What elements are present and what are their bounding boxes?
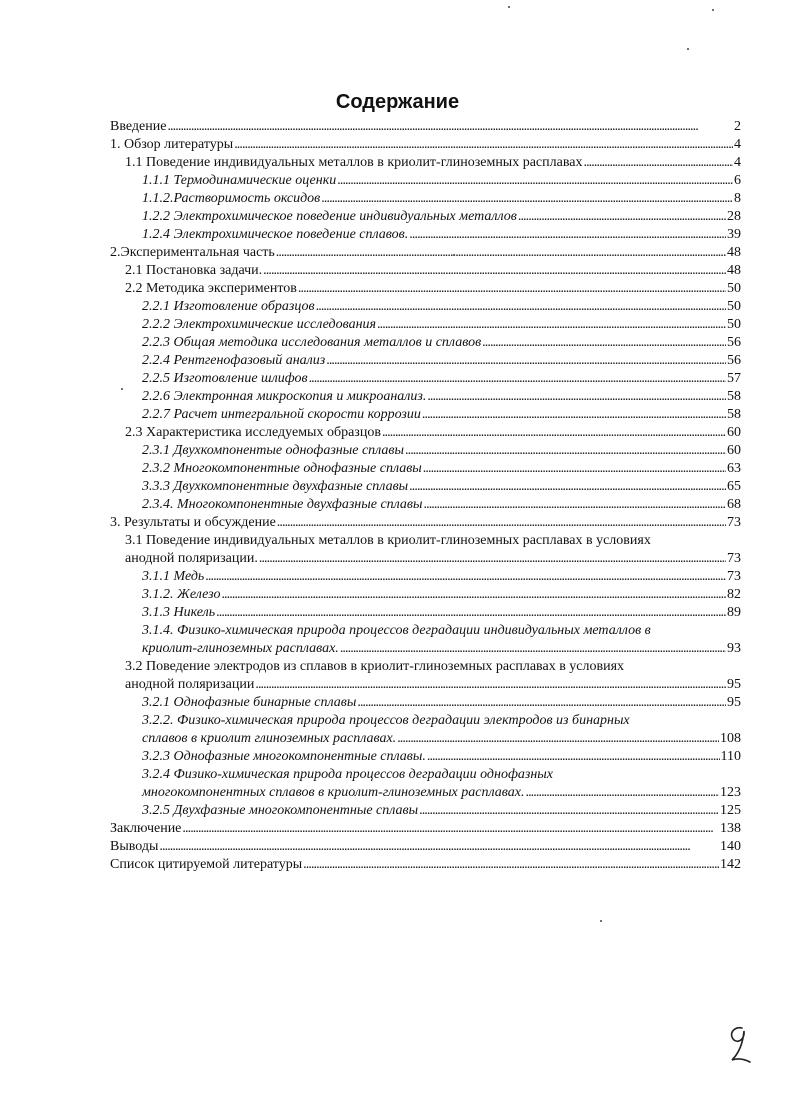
toc-page-number: 57	[727, 371, 741, 386]
toc-page-number: 48	[727, 245, 741, 260]
toc-page-number: 63	[727, 461, 741, 476]
toc-entry	[110, 712, 741, 748]
toc-page-number: 50	[727, 281, 741, 296]
toc-entry-title: 3.2.2. Физико-химическая природа процессов деградации электродов из бинарных	[142, 713, 630, 728]
toc-page-number: 108	[720, 731, 741, 746]
toc-page-number: 28	[727, 209, 741, 224]
toc-page-number: 65	[727, 479, 741, 494]
toc-page-number: 48	[727, 263, 741, 278]
toc-entry-title: Введение	[110, 119, 167, 134]
dot-leader	[255, 676, 726, 694]
dot-leader	[422, 406, 726, 424]
toc-page-number: 95	[727, 695, 741, 710]
dot-leader	[482, 334, 726, 352]
toc-entry-title: 1.1.2.Растворимость оксидов	[142, 191, 321, 206]
toc-page-number: 39	[727, 227, 741, 242]
toc-entry-title: 2.3 Характеристика исследуемых образцов	[125, 425, 381, 440]
dot-leader	[321, 190, 733, 208]
dot-leader	[583, 154, 733, 172]
toc-entry	[110, 370, 741, 388]
toc-page-number: 123	[720, 785, 741, 800]
toc-page-number: 142	[720, 857, 741, 872]
toc-entry-title: 1.1 Поведение индивидуальных металлов в криолит-глиноземных расплавах	[125, 155, 583, 170]
toc-page-number: 140	[720, 839, 741, 854]
toc-entry	[110, 622, 741, 658]
toc-entry-title: 2.3.4. Многокомпонентные двухфазные сплавы	[142, 497, 423, 512]
toc-entry	[110, 172, 741, 190]
toc-page-number: 73	[727, 515, 741, 530]
toc-entry-title: 1.2.2 Электрохимическое поведение индивидуальных металлов	[142, 209, 517, 224]
toc-entry-title-continued: анодной поляризации	[125, 677, 255, 692]
toc-entry-title: 2.2.7 Расчет интегральной скорости коррозии	[142, 407, 421, 422]
dot-leader	[409, 478, 726, 496]
dot-leader	[221, 586, 726, 604]
scan-speck	[508, 6, 510, 8]
toc-page-number: 56	[727, 335, 741, 350]
toc-entry	[110, 424, 741, 442]
toc-entry-title: 3.1.2. Железо	[142, 587, 221, 602]
toc-entry	[110, 748, 741, 766]
scan-speck	[453, 254, 455, 256]
scan-speck	[121, 388, 123, 390]
dot-leader	[309, 370, 726, 388]
toc-entry-title: 3.2.4 Физико-химическая природа процессов деградации однофазных	[142, 767, 554, 782]
toc-entry-title: 2.2.5 Изготовление шлифов	[142, 371, 308, 386]
dot-leader	[159, 838, 719, 856]
toc-entry-title: 3.2.3 Однофазные многокомпонентные сплавы.	[142, 749, 426, 764]
toc-entry-title: 1.1.1 Термодинамические оценки	[142, 173, 337, 188]
dot-leader	[276, 244, 726, 262]
toc-entry-title-continued: многокомпонентных сплавов в криолит-глиноземных расплавах.	[142, 785, 525, 800]
toc-entry-title: Заключение	[110, 821, 182, 836]
toc-entry-title: 3.1.4. Физико-химическая природа процессов деградации индивидуальных металлов в	[142, 623, 651, 638]
toc-entry	[110, 658, 741, 694]
toc-page-number: 8	[734, 191, 741, 206]
toc-page-number: 58	[727, 407, 741, 422]
toc-entry	[110, 568, 741, 586]
toc-entry	[110, 280, 741, 298]
toc-entry-title: 2.1 Постановка задачи.	[125, 263, 263, 278]
toc-entry	[110, 118, 741, 136]
toc-entry	[110, 352, 741, 370]
toc-entry-title-continued: криолит-глиноземных расплавах.	[142, 641, 339, 656]
toc-page-number: 93	[727, 641, 741, 656]
dot-leader	[518, 208, 726, 226]
scan-speck	[687, 48, 689, 50]
dot-leader	[377, 316, 726, 334]
toc-page-number: 56	[727, 353, 741, 368]
toc-entry-title: 3.3.3 Двухкомпонентные двухфазные сплавы	[142, 479, 409, 494]
toc-entry	[110, 388, 741, 406]
dot-leader	[298, 280, 726, 298]
dot-leader	[427, 748, 720, 766]
toc-entry	[110, 694, 741, 712]
dot-leader	[405, 442, 726, 460]
toc-entry	[110, 334, 741, 352]
toc-page-number: 60	[727, 425, 741, 440]
toc-entry	[110, 460, 741, 478]
dot-leader	[419, 802, 719, 820]
dot-leader	[277, 514, 726, 532]
toc-entry	[110, 856, 741, 874]
toc-entry	[110, 514, 741, 532]
toc-entry-title: 2.3.2 Многокомпонентные однофазные сплавы	[142, 461, 422, 476]
dot-leader	[337, 172, 733, 190]
dot-leader	[303, 856, 719, 874]
toc-entry-title: 3.2 Поведение электродов из сплавов в криолит-глиноземных расплавах в условиях	[125, 659, 625, 674]
toc-entry	[110, 820, 741, 838]
scan-speck	[600, 920, 602, 922]
toc-entry	[110, 136, 741, 154]
toc-entry-title: 3.2.5 Двухфазные многокомпонентные сплавы	[142, 803, 419, 818]
table-of-contents	[110, 118, 741, 874]
toc-entry-title: 2.2.4 Рентгенофазовый анализ	[142, 353, 326, 368]
toc-entry-title: 3.1.1 Медь	[142, 569, 205, 584]
toc-entry	[110, 766, 741, 802]
dot-leader	[424, 496, 727, 514]
toc-entry-title: 2.3.1 Двухкомпонентые однофазные сплавы	[142, 443, 404, 458]
toc-entry-title: 3. Результаты и обсуждение	[110, 515, 276, 530]
toc-entry-title: 2.2.1 Изготовление образцов	[142, 299, 315, 314]
toc-entry-title: 2.2 Методика экспериментов	[125, 281, 297, 296]
toc-entry	[110, 802, 741, 820]
toc-page-number: 82	[727, 587, 741, 602]
toc-entry-title: 2.2.2 Электрохимические исследования	[142, 317, 377, 332]
dot-leader	[234, 136, 733, 154]
toc-page-number: 60	[727, 443, 741, 458]
toc-entry	[110, 442, 741, 460]
toc-entry-title: 3.2.1 Однофазные бинарные сплавы	[142, 695, 357, 710]
toc-entry-title: 1.2.4 Электрохимическое поведение сплавов.	[142, 227, 409, 242]
toc-page-number: 125	[720, 803, 741, 818]
toc-entry	[110, 190, 741, 208]
toc-entry	[110, 604, 741, 622]
toc-entry-title-continued: сплавов в криолит глиноземных расплавах.	[142, 731, 397, 746]
toc-entry-title: 2.2.6 Электронная микроскопия и микроанализ.	[142, 389, 427, 404]
toc-entry	[110, 208, 741, 226]
toc-page-number: 68	[727, 497, 741, 512]
toc-entry-title: 3.1 Поведение индивидуальных металлов в криолит-глиноземных расплавах в условиях	[125, 533, 651, 548]
dot-leader	[357, 694, 726, 712]
toc-page-number: 6	[734, 173, 741, 188]
dot-leader	[397, 730, 719, 748]
toc-entry-title-continued: анодной поляризации.	[125, 551, 258, 566]
toc-page-number: 89	[727, 605, 741, 620]
toc-entry	[110, 586, 741, 604]
toc-entry	[110, 244, 741, 262]
toc-entry	[110, 154, 741, 172]
page-title: Содержание	[335, 91, 460, 113]
dot-leader	[167, 118, 733, 136]
toc-page-number: 110	[720, 749, 741, 764]
toc-entry-title: Список цитируемой литературы	[110, 857, 303, 872]
dot-leader	[316, 298, 726, 316]
toc-page-number: 2	[734, 119, 741, 134]
toc-entry	[110, 316, 741, 334]
dot-leader	[409, 226, 726, 244]
toc-page-number: 73	[727, 551, 741, 566]
toc-page-number: 58	[727, 389, 741, 404]
toc-entry	[110, 298, 741, 316]
toc-entry	[110, 532, 741, 568]
toc-entry	[110, 838, 741, 856]
dot-leader	[205, 568, 726, 586]
dot-leader	[263, 262, 726, 280]
toc-entry	[110, 496, 741, 514]
toc-entry	[110, 406, 741, 424]
dot-leader	[182, 820, 719, 838]
dot-leader	[525, 784, 719, 802]
toc-page-number: 4	[734, 137, 741, 152]
dot-leader	[427, 388, 726, 406]
toc-page-number: 138	[720, 821, 741, 836]
dot-leader	[259, 550, 726, 568]
toc-entry-title: 2.Экспериментальная часть	[110, 245, 275, 260]
toc-page-number: 50	[727, 317, 741, 332]
dot-leader	[423, 460, 726, 478]
scan-speck	[712, 9, 714, 11]
handwritten-page-number	[720, 1022, 760, 1066]
dot-leader	[326, 352, 726, 370]
toc-entry-title: 1. Обзор литературы	[110, 137, 234, 152]
dot-leader	[382, 424, 726, 442]
toc-page-number: 95	[727, 677, 741, 692]
toc-page-number: 73	[727, 569, 741, 584]
dot-leader	[340, 640, 726, 658]
dot-leader	[216, 604, 726, 622]
toc-page-number: 50	[727, 299, 741, 314]
toc-entry	[110, 478, 741, 496]
toc-entry	[110, 226, 741, 244]
toc-page-number: 4	[734, 155, 741, 170]
toc-entry	[110, 262, 741, 280]
toc-entry-title: 2.2.3 Общая методика исследования металлов и сплавов	[142, 335, 482, 350]
toc-entry-title: 3.1.3 Никель	[142, 605, 216, 620]
toc-entry-title: Выводы	[110, 839, 159, 854]
